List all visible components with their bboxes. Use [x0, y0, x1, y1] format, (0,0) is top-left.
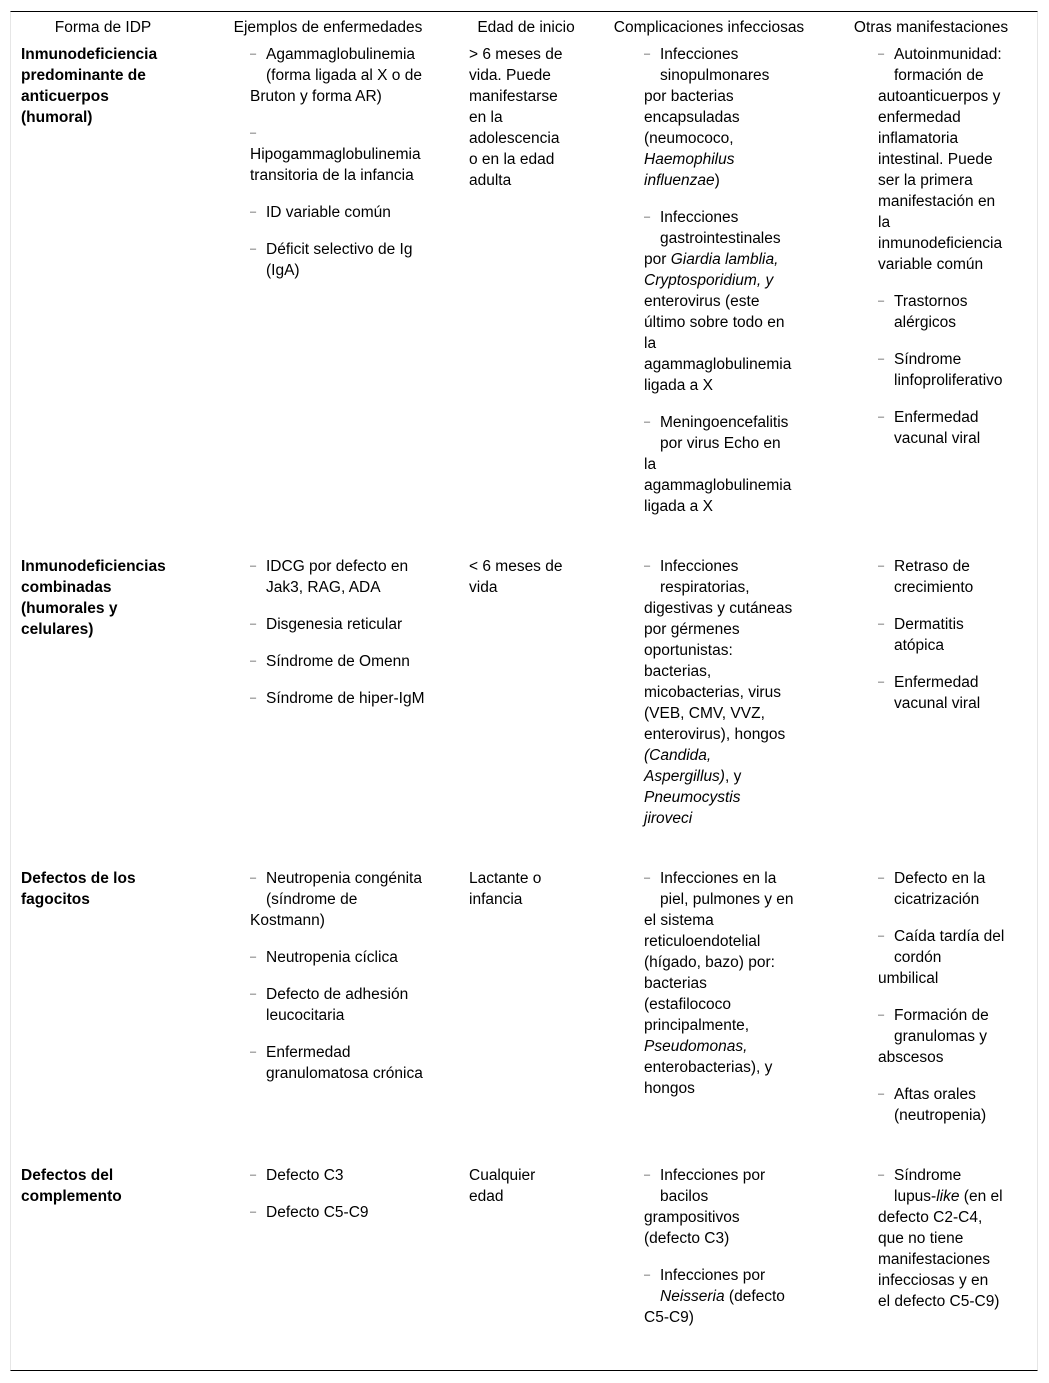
row-complemento-otras — [878, 1165, 1018, 1312]
list-item: – Enfermedad vacunal viral — [878, 674, 981, 712]
list-item: – ID variable común — [250, 204, 391, 221]
list-item: – Enfermedad granulomatosa crónica — [250, 1044, 423, 1082]
list-item: – Síndrome lupus-like (en el defecto C2-C4, que no tiene manifestaciones infecciosas y en el defecto C5-C9) — [878, 1167, 1003, 1310]
list-item: – Dermatitis atópica — [878, 616, 964, 654]
row-combinadas-complicaciones — [644, 556, 814, 829]
list-item: – IDCG por defecto en Jak3, RAG, ADA — [250, 558, 409, 596]
row-fagocitos-forma: Defectos de los fagocitos — [21, 870, 136, 908]
list-item: – Neutropenia cíclica — [250, 949, 398, 966]
list-item: – Caída tardía del cordón umbilical — [878, 928, 1005, 987]
row-fagocitos-edad: Lactante o infancia — [469, 870, 542, 908]
row-humoral-ejemplos — [250, 44, 442, 281]
row-complemento-forma: Defectos del complemento — [21, 1167, 122, 1205]
list-item: – Neutropenia congénita (síndrome de Kostmann) — [250, 870, 422, 929]
row-combinadas-otras — [878, 556, 1018, 714]
row-complemento-ejemplos — [250, 1165, 442, 1223]
list-item: – Aftas orales (neutropenia) — [878, 1086, 987, 1124]
list-item: – Defecto de adhesión leucocitaria — [250, 986, 409, 1024]
list-item: – Formación de granulomas y abscesos — [878, 1007, 989, 1066]
header-ejemplos: Ejemplos de enfermedades — [233, 19, 423, 36]
row-fagocitos-complicaciones — [644, 868, 814, 1099]
list-item: – Síndrome de Omenn — [250, 653, 410, 670]
list-item: – Síndrome de hiper-IgM — [250, 690, 425, 707]
list-item: – Defecto C5-C9 — [250, 1204, 369, 1221]
row-humoral-otras — [878, 44, 1018, 449]
list-item: – Defecto en la cicatrización — [878, 870, 986, 908]
row-complemento-complicaciones — [644, 1165, 814, 1328]
list-item: – Agammaglobulinemia (forma ligada al X o de Bruton y forma AR) — [250, 46, 422, 105]
header-complicaciones: Complicaciones infecciosas — [613, 19, 805, 36]
header-forma-idp: Forma de IDP — [54, 19, 152, 36]
row-humoral-edad: > 6 meses de vida. Puede manifestarse en la adolescencia o en la edad adulta — [469, 46, 563, 189]
row-complemento-edad: Cualquier edad — [469, 1167, 536, 1205]
list-item: – Autoinmunidad: formación de autoanticuerpos y enfermedad inflamatoria intestinal. Puede ser la primera manifestación en la inmunodeficiencia variable común — [878, 46, 1003, 273]
row-combinadas-ejemplos — [250, 556, 442, 709]
list-item: – Infecciones por bacilos grampositivos (defecto C3) — [644, 1167, 766, 1247]
row-fagocitos-ejemplos — [250, 868, 442, 1084]
header-edad-inicio: Edad de inicio — [477, 19, 575, 36]
list-item: – Disgenesia reticular — [250, 616, 403, 633]
list-item: – Infecciones gastrointestinales por Giardia lamblia, Cryptosporidium, y enterovirus (este último sobre todo en la agammaglobulinemia ligada a X — [644, 209, 792, 394]
list-item: – Déficit selectivo de Ig (IgA) — [250, 241, 413, 279]
list-item: – Síndrome linfoproliferativo — [878, 351, 1003, 389]
list-item: – Meningoencefalitis por virus Echo en la agammaglobulinemia ligada a X — [644, 414, 792, 515]
list-item: – Enfermedad vacunal viral — [878, 409, 981, 447]
row-humoral-forma: Inmunodeficiencia predominante de anticuerpos (humoral) — [21, 46, 158, 126]
list-item: – Infecciones en la piel, pulmones y en el sistema reticuloendotelial (hígado, bazo) por: bacterias (estafilococo principalmente, Pseudomonas, enterobacterias), y hongos — [644, 870, 794, 1097]
row-humoral-complicaciones — [644, 44, 814, 517]
list-item: – Retraso de crecimiento — [878, 558, 974, 596]
list-item: – Infecciones por Neisseria (defecto C5-C9) — [644, 1267, 785, 1326]
list-item: – Infecciones sinopulmonares por bacterias encapsuladas (neumococo, Haemophilus influenzae) — [644, 46, 770, 189]
row-fagocitos-otras — [878, 868, 1018, 1126]
row-combinadas-edad: < 6 meses de vida — [469, 558, 563, 596]
list-item: – Hipogammaglobulinemia transitoria de la infancia — [250, 127, 421, 184]
list-item: – Trastornos alérgicos — [878, 293, 968, 331]
list-item: – Defecto C3 — [250, 1167, 344, 1184]
row-combinadas-forma: Inmunodeficiencias combinadas (humorales y celulares) — [21, 558, 166, 638]
list-item: – Infecciones respiratorias, digestivas y cutáneas por gérmenes oportunistas: bacterias, micobacterias, virus (VEB, CMV, VVZ, enterovirus), hongos (Candida, Aspergillus), y Pneumocystis jiroveci — [644, 558, 793, 827]
header-otras-manifestaciones: Otras manifestaciones — [853, 19, 1009, 36]
